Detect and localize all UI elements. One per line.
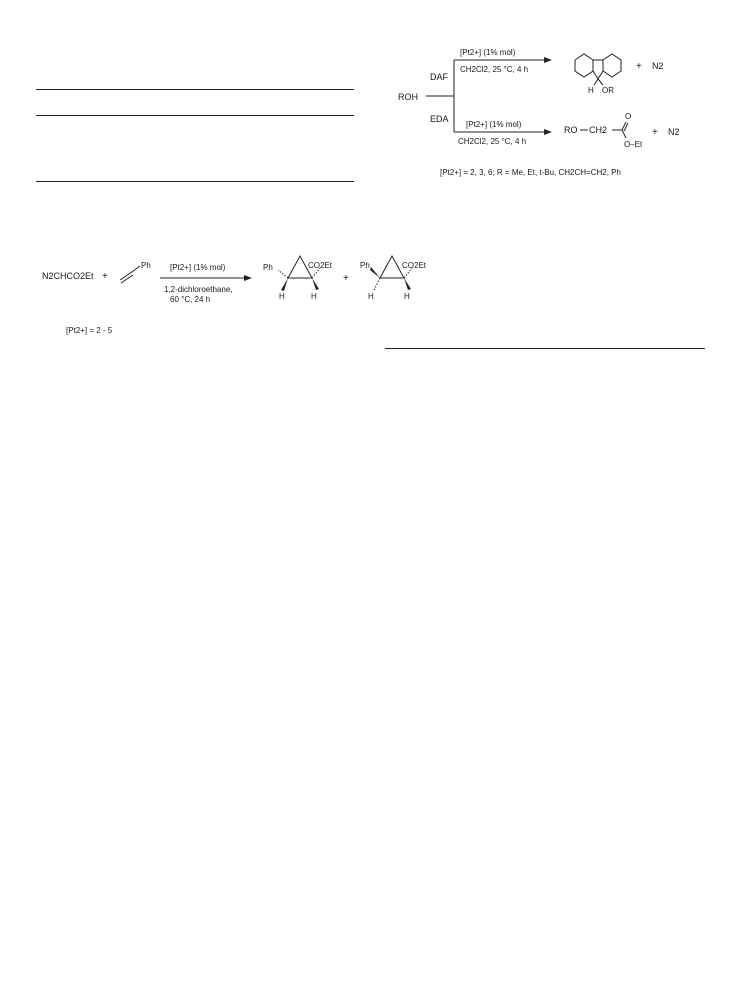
product1-ester: CO2Et bbox=[308, 261, 333, 270]
cyclopropanation-svg bbox=[0, 230, 460, 350]
ester-carbonyl-o: O bbox=[625, 112, 632, 121]
lower-arrowhead bbox=[544, 129, 552, 135]
ester-ro: RO bbox=[564, 125, 578, 135]
conditions-solvent: 1,2-dichloroethane, bbox=[164, 285, 233, 294]
styrene-structure bbox=[120, 261, 151, 283]
fluorenyl-h: H bbox=[588, 86, 594, 95]
lower-n2: N2 bbox=[668, 127, 680, 137]
catalyst-label: [Pt2+] (1% mol) bbox=[170, 263, 226, 272]
arrowhead-1 bbox=[244, 275, 252, 281]
ester-ch2: CH2 bbox=[589, 125, 608, 135]
product1-h-left: H bbox=[279, 292, 285, 301]
upper-arrowhead bbox=[544, 57, 552, 63]
table-top-rule bbox=[36, 89, 354, 90]
oh-insertion-svg bbox=[390, 40, 690, 185]
cyclopropanation-scheme bbox=[0, 230, 460, 350]
lower-catalyst: [Pt2+] (1% mol) bbox=[466, 120, 522, 129]
plus-sign: + bbox=[102, 271, 108, 282]
conditions-temp-time: 60 °C, 24 h bbox=[170, 295, 211, 304]
daf-label: DAF bbox=[430, 72, 448, 82]
ester-product-structure bbox=[564, 112, 643, 149]
fluorenyl-or: OR bbox=[602, 86, 614, 95]
upper-n2: N2 bbox=[652, 61, 664, 71]
upper-catalyst: [Pt2+] (1% mol) bbox=[460, 48, 516, 57]
upper-plus: + bbox=[636, 61, 642, 72]
plus-sign-2: + bbox=[343, 273, 349, 284]
oh-insertion-scheme bbox=[390, 40, 690, 185]
lower-plus: + bbox=[652, 127, 658, 138]
table-header-rule bbox=[36, 115, 354, 116]
cis-cyclopropane-product bbox=[360, 256, 427, 301]
lower-conditions: CH2Cl2, 25 °C, 4 h bbox=[458, 137, 527, 146]
product2-h-left: H bbox=[368, 292, 374, 301]
scheme2-footnote: [Pt2+] = 2, 3, 6; R = Me, Et, t-Bu, CH2CH=CH2, Ph bbox=[440, 168, 621, 177]
product1-h-right: H bbox=[311, 292, 317, 301]
ester-oet: O–Et bbox=[624, 140, 643, 149]
product2-ester: CO2Et bbox=[402, 261, 427, 270]
trans-cyclopropane-product bbox=[263, 256, 333, 301]
product1-ph: Ph bbox=[263, 263, 273, 272]
eda-label: EDA bbox=[430, 114, 449, 124]
catalyst-definition: [Pt2+] = 2 - 5 bbox=[66, 326, 113, 335]
product2-h-right: H bbox=[404, 292, 410, 301]
fluorenyl-ether-structure bbox=[575, 54, 621, 95]
table-bottom-rule bbox=[36, 181, 354, 182]
roh-label: ROH bbox=[398, 92, 418, 102]
upper-conditions: CH2Cl2, 25 °C, 4 h bbox=[460, 65, 529, 74]
diazoacetate-label: N2CHCO2Et bbox=[42, 271, 94, 281]
styrene-ph-label: Ph bbox=[141, 261, 151, 270]
product2-ph: Ph bbox=[360, 261, 370, 270]
